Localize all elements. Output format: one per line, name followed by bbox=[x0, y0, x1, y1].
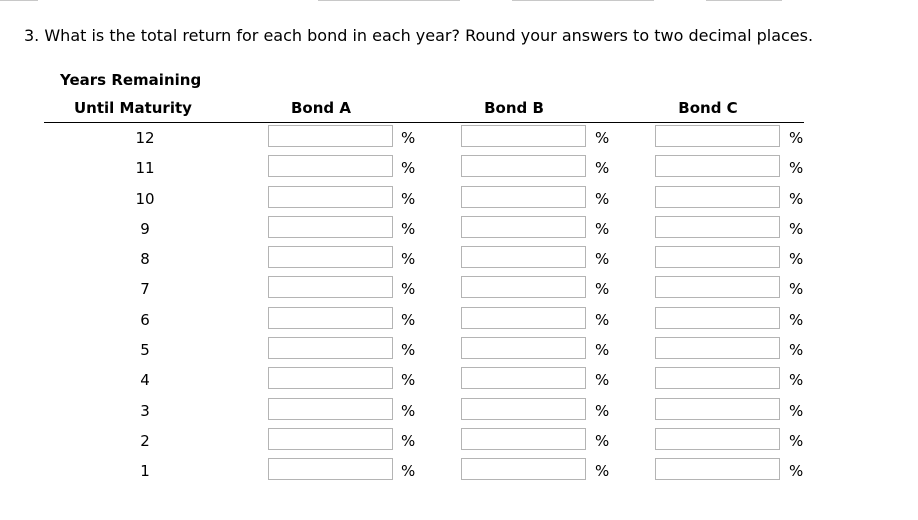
table-row bbox=[0, 244, 918, 274]
header-years-remaining: Years Remaining bbox=[60, 71, 202, 89]
table-row bbox=[0, 305, 918, 335]
percent-unit: % bbox=[789, 159, 804, 178]
table-row bbox=[0, 426, 918, 456]
percent-unit: % bbox=[401, 129, 416, 147]
bond-b-return-input[interactable] bbox=[461, 216, 586, 238]
years-remaining-value: 12 bbox=[135, 129, 155, 147]
table-row bbox=[0, 456, 918, 486]
percent-unit: % bbox=[401, 341, 416, 360]
bond-a-return-input[interactable] bbox=[268, 398, 393, 420]
bond-b-return-input[interactable] bbox=[461, 125, 586, 147]
years-remaining-value: 4 bbox=[140, 371, 150, 390]
bond-a-return-input[interactable] bbox=[268, 276, 393, 298]
bond-a-return-input[interactable] bbox=[268, 216, 393, 238]
bond-b-return-input[interactable] bbox=[461, 337, 586, 359]
percent-unit: % bbox=[789, 189, 804, 208]
table-row bbox=[0, 396, 918, 426]
percent-unit: % bbox=[595, 129, 610, 147]
years-remaining-value: 1 bbox=[140, 462, 150, 481]
bond-b-return-input[interactable] bbox=[461, 307, 586, 329]
percent-unit: % bbox=[789, 129, 804, 147]
percent-unit: % bbox=[789, 310, 804, 329]
bond-a-return-input[interactable] bbox=[268, 155, 393, 177]
percent-unit: % bbox=[789, 219, 804, 238]
table-row bbox=[0, 365, 918, 395]
percent-unit: % bbox=[401, 401, 416, 420]
percent-unit: % bbox=[595, 250, 610, 269]
bond-b-return-input[interactable] bbox=[461, 458, 586, 480]
bond-a-return-input[interactable] bbox=[268, 246, 393, 268]
years-remaining-value: 3 bbox=[140, 401, 150, 420]
header-bond-b: Bond B bbox=[484, 99, 544, 117]
percent-unit: % bbox=[789, 341, 804, 360]
top-divider bbox=[0, 0, 38, 1]
bond-c-return-input[interactable] bbox=[655, 155, 780, 177]
bond-b-return-input[interactable] bbox=[461, 398, 586, 420]
bond-c-return-input[interactable] bbox=[655, 307, 780, 329]
bond-a-return-input[interactable] bbox=[268, 125, 393, 147]
percent-unit: % bbox=[401, 159, 416, 178]
table-row bbox=[0, 335, 918, 365]
bond-b-return-input[interactable] bbox=[461, 246, 586, 268]
bond-c-return-input[interactable] bbox=[655, 216, 780, 238]
years-remaining-value: 6 bbox=[140, 310, 150, 329]
percent-unit: % bbox=[401, 219, 416, 238]
table-row bbox=[0, 274, 918, 304]
bond-b-return-input[interactable] bbox=[461, 155, 586, 177]
percent-unit: % bbox=[595, 431, 610, 450]
question-text: 3. What is the total return for each bond in each year? Round your answers to two decimal places. bbox=[24, 26, 814, 45]
bond-b-return-input[interactable] bbox=[461, 276, 586, 298]
years-remaining-value: 11 bbox=[135, 159, 155, 178]
percent-unit: % bbox=[595, 341, 610, 360]
top-divider bbox=[706, 0, 782, 1]
bond-a-return-input[interactable] bbox=[268, 428, 393, 450]
header-until-maturity: Until Maturity bbox=[74, 99, 192, 117]
bond-c-return-input[interactable] bbox=[655, 398, 780, 420]
table-row bbox=[0, 214, 918, 244]
bond-a-return-input[interactable] bbox=[268, 186, 393, 208]
bond-a-return-input[interactable] bbox=[268, 458, 393, 480]
percent-unit: % bbox=[789, 371, 804, 390]
percent-unit: % bbox=[595, 219, 610, 238]
bond-c-return-input[interactable] bbox=[655, 428, 780, 450]
table-row bbox=[0, 153, 918, 183]
percent-unit: % bbox=[595, 310, 610, 329]
bond-a-return-input[interactable] bbox=[268, 307, 393, 329]
years-remaining-value: 7 bbox=[140, 280, 150, 299]
years-remaining-value: 5 bbox=[140, 341, 150, 360]
bond-a-return-input[interactable] bbox=[268, 337, 393, 359]
percent-unit: % bbox=[789, 280, 804, 299]
percent-unit: % bbox=[401, 310, 416, 329]
bond-c-return-input[interactable] bbox=[655, 186, 780, 208]
top-divider bbox=[318, 0, 460, 1]
bond-c-return-input[interactable] bbox=[655, 337, 780, 359]
percent-unit: % bbox=[595, 189, 610, 208]
top-dividers bbox=[0, 0, 918, 2]
percent-unit: % bbox=[595, 159, 610, 178]
answer-table bbox=[0, 123, 918, 487]
header-bond-c: Bond C bbox=[678, 99, 738, 117]
percent-unit: % bbox=[401, 431, 416, 450]
percent-unit: % bbox=[401, 280, 416, 299]
table-row bbox=[0, 123, 918, 153]
years-remaining-value: 10 bbox=[135, 189, 155, 208]
years-remaining-value: 9 bbox=[140, 219, 150, 238]
table-row bbox=[0, 184, 918, 214]
years-remaining-value: 8 bbox=[140, 250, 150, 269]
bond-c-return-input[interactable] bbox=[655, 246, 780, 268]
top-divider bbox=[512, 0, 654, 1]
percent-unit: % bbox=[401, 371, 416, 390]
percent-unit: % bbox=[401, 250, 416, 269]
percent-unit: % bbox=[401, 189, 416, 208]
bond-a-return-input[interactable] bbox=[268, 367, 393, 389]
percent-unit: % bbox=[789, 431, 804, 450]
percent-unit: % bbox=[595, 371, 610, 390]
percent-unit: % bbox=[789, 250, 804, 269]
bond-c-return-input[interactable] bbox=[655, 367, 780, 389]
bond-b-return-input[interactable] bbox=[461, 428, 586, 450]
percent-unit: % bbox=[789, 401, 804, 420]
percent-unit: % bbox=[595, 401, 610, 420]
bond-c-return-input[interactable] bbox=[655, 125, 780, 147]
percent-unit: % bbox=[595, 280, 610, 299]
bond-c-return-input[interactable] bbox=[655, 458, 780, 480]
bond-c-return-input[interactable] bbox=[655, 276, 780, 298]
percent-unit: % bbox=[401, 462, 416, 481]
bond-b-return-input[interactable] bbox=[461, 367, 586, 389]
bond-b-return-input[interactable] bbox=[461, 186, 586, 208]
years-remaining-value: 2 bbox=[140, 431, 150, 450]
percent-unit: % bbox=[595, 462, 610, 481]
header-bond-a: Bond A bbox=[291, 99, 351, 117]
percent-unit: % bbox=[789, 462, 804, 481]
